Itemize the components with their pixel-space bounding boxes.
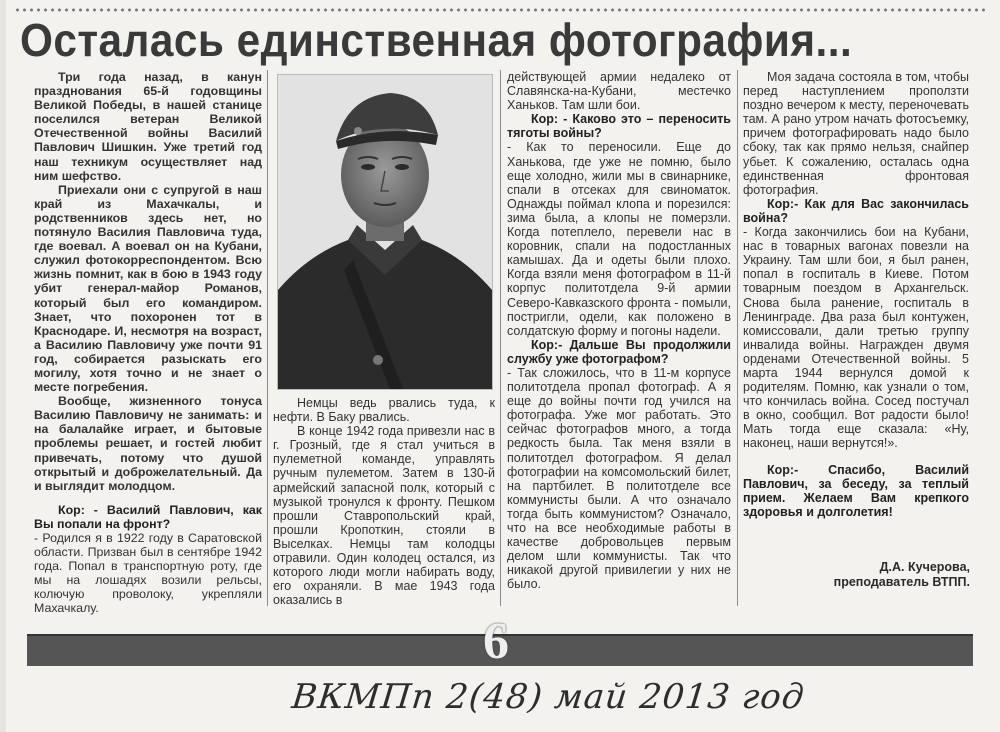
paragraph: действующей армии недалеко от Славянска-на-Кубани, местечко Ханьков. Там шли бои. xyxy=(507,70,731,113)
paragraph: Три года назад, в канун празднования 65-й годовщины Великой Победы, в нашей станице поселился ветеран Великой Отечественной войны Василий Павлович Шишкин. Уже третий год наш техникум осуществляет над ним шефство. xyxy=(34,70,262,183)
column-4 xyxy=(743,70,969,519)
soldier-photo xyxy=(277,74,493,390)
column-2 xyxy=(273,396,495,607)
interview-answer: - Родился я в 1922 году в Саратовской области. Призван был в сентябре 1942 года. Попал в транспортную роту, где мы на лошадях возили рельсы, колючую проволоку, укрепляли Махачкалу. xyxy=(34,531,262,616)
dotted-border xyxy=(14,6,986,14)
author-position: преподаватель ВТПП. xyxy=(833,575,970,589)
paragraph: Моя задача состояла в том, чтобы перед наступлением проползти поздно вечером к месту, переночевать там. А рано утром начать фотосъемку, причем фотографировать надо было сбоку, так как прямо нельзя, снайпер убьет. К сожалению, осталась одна единственная фронтовая фотография. xyxy=(743,70,969,197)
interview-answer: - Когда закончились бои на Кубани, нас в товарных вагонах повезли на Украину. Там шли бои, я был ранен, попал в госпиталь в Киеве. Потом товарным поездом в Архангельск. Снова была ранение, госпиталь в Ленинграде. Два раза был контужен, комиссовали, дали третью группу инвалида войны. Награжден двумя орденами Отечественной войны. 5 марта 1944 вернулся домой к родителям. Помню, как узнали о том, что кончилась война. Сосед постучал в окно, сообщил. Вот радости было! Мать тогда еще сказала: «Ну, наконец, наши вернутся!». xyxy=(743,225,969,451)
paragraph: Приехали они с супругой в наш край из Махачкалы, и родственников здесь нет, но потянуло Василия Павловича туда, где воевал. А воевал он на Кубани, служил фотокорреспондентом. Всю жизнь помнит, как в бою в 1943 году убит генерал-майор Романов, который был его командиром. Знает, что похоронен тот в Краснодаре. И, несмотря на возраст, а Василию Павловичу уже почти 91 год, собирается разыскать его могилу, хотя точно и не знает о месте погребения. xyxy=(34,182,262,395)
paragraph: Вообще, жизненного тонуса Василию Павловичу не занимать: и на балалайке играет, и бытовые проблемы решает, и гостей любит привечать, потому что душой открытый и доброжелательный. Да и выглядит молодцом. xyxy=(34,394,262,493)
interview-question: Кор: - Каково это – переносить тяготы войны? xyxy=(507,112,731,141)
column-3 xyxy=(507,70,731,591)
interview-question: Кор:- Дальше Вы продолжили службу уже фотографом? xyxy=(507,337,731,366)
interview-answer: - Так сложилось, что в 11-м корпусе политотдела пропал фотограф. А я еще до войны почти год учился на фотографа. Уже мог работать. Это сейчас фотографов много, а тогда редкость была. Так меня взяли в политотдел фотографом. Я делал фотографии на комсомольский билет, на партбилет. В политотделе все коммунисты были. А что означало тогда быть коммунистом? Означало, что на все необходимые работы в качестве добровольцев первым делом шли коммунисты. Так что никакой другой привилегии у них не было. xyxy=(507,365,731,592)
page-edge xyxy=(0,0,6,732)
author-name: Д.А. Кучерова, xyxy=(879,560,970,574)
interview-question: Кор: - Василий Павлович, как Вы попали на фронт? xyxy=(34,502,262,531)
column-divider xyxy=(500,70,501,606)
paragraph: В конце 1942 года привезли нас в г. Грозный, где я стал учиться в пулеметной команде, управлять ручным пулеметом. Затем в 130-й армейский запасной полк, который с музыкой тронулся к фронту. Пешком прошли Ставропольский край, прошли Кропоткин, стояли в Выселках. Немцы там колодцы отравили. Один колодец остался, из которого люди могли набирать воду, его охраняли. В мае 1943 года оказались в xyxy=(273,424,495,608)
handwritten-note: ВКМПп 2(48) май 2013 год xyxy=(289,677,807,717)
paragraph: Немцы ведь рвались туда, к нефти. В Баку рвались. xyxy=(273,396,495,425)
column-divider xyxy=(267,70,268,606)
article-headline: Осталась единственная фотография... xyxy=(20,14,853,66)
interview-question: Кор:- Спасибо, Василий Павлович, за беседу, за теплый прием. Желаем Вам крепкого здоровья и долголетия! xyxy=(743,462,969,519)
interview-answer: - Как то переносили. Еще до Ханькова, где уже не помню, было еще холодно, жили мы в свинарнике, спали в отсеках для свиноматок. Однажды поймал клопа и порезился: зима была, а клопы не померзли. Когда потеплело, перевели нас в коровник, спали на подостланных камышах. Да и одеты были плохо. Когда взяли меня фотографом в 11-й корпус политотдела 9-й армии Северо-Кавказского фронта - помыли, постригли, одели, как положено в солдатскую форму и погоны надели. xyxy=(507,140,731,338)
author-signature xyxy=(800,560,970,590)
page-number: 6 xyxy=(483,613,509,670)
interview-question: Кор:- Как для Вас закончилась война? xyxy=(743,196,969,225)
column-1 xyxy=(34,70,262,616)
column-divider xyxy=(737,70,738,606)
